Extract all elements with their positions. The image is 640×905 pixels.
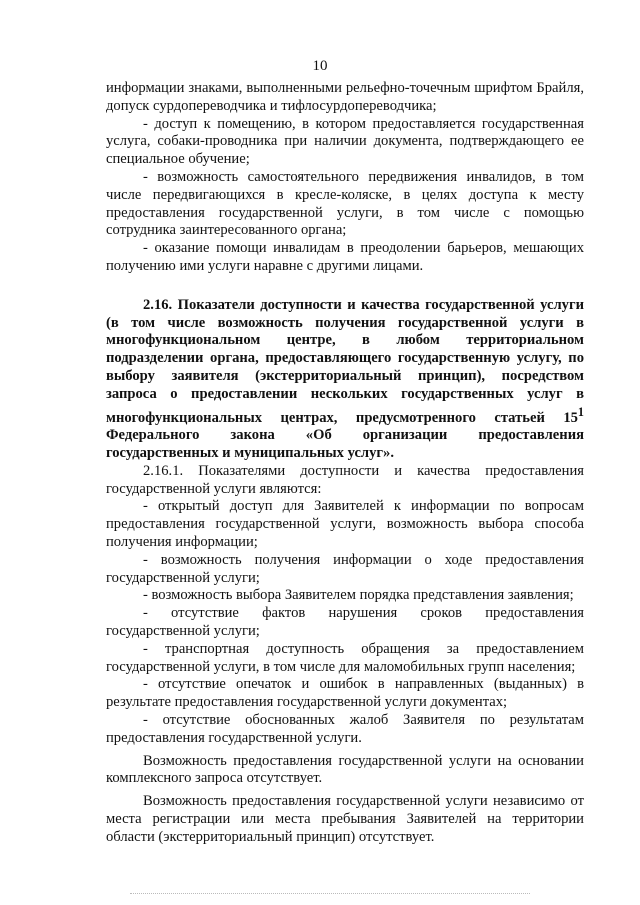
- list-item: - возможность выбора Заявителем порядка представления заявления;: [143, 587, 574, 604]
- list-item: - открытый доступ для Заявителей к информации по вопросам предоставления государственной услуги, возможность выбора способа получения информации;: [106, 498, 584, 550]
- list-item: - транспортная доступность обращения за предоставлением государственной услуги, в том числе для маломобильных групп населения;: [106, 640, 584, 675]
- paragraph: 2.16.1. Показателями доступности и качества предоставления государственной услуги являются:: [106, 462, 584, 497]
- heading-text-end: Федерального закона «Об организации предоставления государственных и муниципальных услуг».: [106, 427, 584, 461]
- list-item: - отсутствие опечаток и ошибок в направленных (выданных) в результате предоставления государственной услуги документах;: [106, 676, 584, 711]
- paragraph: - оказание помощи инвалидам в преодолении барьеров, мешающих получению ими услуги наравне с другими лицами.: [106, 240, 584, 274]
- paragraph: - доступ к помещению, в котором предоставляется государственная услуга, собаки-проводника при наличии документа, подтверждающего ее специальное обучение;: [106, 115, 584, 168]
- paragraph: информации знаками, выполненными рельефно-точечным шрифтом Брайля, допуск сурдопереводчика и тифлосурдопереводчика;: [106, 80, 584, 114]
- paragraph: - возможность самостоятельного передвижения инвалидов, в том числе передвигающихся в кресле-коляске, в целях доступа к месту предоставления государственной услуги, в том числе с помощью сотрудника заинтересованного органа;: [106, 168, 584, 239]
- list-item: - отсутствие фактов нарушения сроков предоставления государственной услуги;: [106, 605, 584, 639]
- spacer: [106, 276, 584, 295]
- heading-text: 2.16. Показатели доступности и качества государственной услуги (в том числе возможность получения государственной услуги в многофункциональном центре, в любом территориальном подразделении органа, предоставляющего государственную услугу, по выбору заявителя (экстерриториальный принцип), посредством запроса о предоставлении нескольких государственных услуг в многофункциональных центрах, предусмотренного статьей 15: [106, 296, 584, 426]
- scan-footer-marks: [130, 893, 530, 895]
- heading-superscript: 1: [577, 404, 584, 419]
- list-item: - возможность получения информации о ходе предоставления государственной услуги;: [106, 551, 584, 586]
- section-heading: [106, 297, 584, 463]
- list-item: - отсутствие обоснованных жалоб Заявителя по результатам предоставления государственной услуги.: [106, 711, 584, 746]
- page-number: 10: [312, 58, 328, 74]
- paragraph: Возможность предоставления государственной услуги на основании комплексного запроса отсутствует.: [106, 752, 584, 787]
- document-body: [106, 80, 584, 847]
- paragraph: Возможность предоставления государственной услуги независимо от места регистрации или места пребывания Заявителей на территории области (экстерриториальный принцип) отсутствует.: [106, 793, 584, 845]
